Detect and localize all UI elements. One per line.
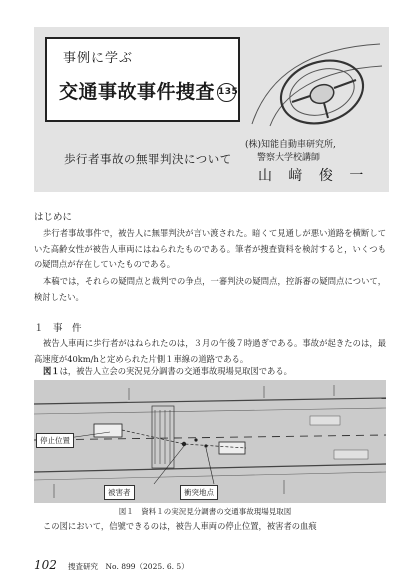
author-affiliation (245, 139, 336, 165)
page-number: 102 (34, 558, 57, 572)
intro-paragraph-2: 本稿では，それらの疑問点と裁判での争点，一審判決の疑問点，控訴審の疑問点について，検討したい。 (34, 276, 386, 302)
figure-caption: 図１ 資料１の実況見分調書の交通事故現場見取図 (118, 507, 292, 516)
label-victim: 被害者 (104, 485, 135, 500)
series-label: 事例に学ぶ (63, 51, 134, 66)
label-stop-position: 停止位置 (36, 433, 74, 448)
paragraph-2-text: は，被告人立会の実況見分調書の交通事故現場見取図である。 (59, 366, 292, 376)
figure-1 (34, 380, 386, 503)
title-box (45, 37, 240, 122)
label-impact-point: 衝突地点 (180, 485, 218, 500)
author-name: 山 﨑 俊 一 (258, 168, 370, 184)
affiliation-line-2: 警察大学校講師 (257, 153, 321, 163)
section-1-heading: １ 事 件 (34, 323, 82, 334)
intro-paragraph-1: 歩行者事故事件で，被告人に無罪判決が言い渡された。暗くて見通しが悪い道路を横断していた高齢女性が被告人車両にはねられたものである。筆者が捜査資料を検討すると，いくつもの疑問点が存在していたものである。 (34, 228, 386, 270)
steering-wheel-icon (248, 36, 388, 131)
journal-info: 捜査研究 No. 899（2025. 6. 5） (68, 562, 189, 571)
figure-ref: 図１ (43, 366, 60, 376)
title-text: 交通事故事件捜査 (59, 81, 216, 103)
section-1-paragraph-2 (34, 364, 386, 380)
intro-heading: はじめに (34, 212, 73, 223)
article-title (59, 77, 239, 104)
article-subtitle: 歩行者事故の無罪判決について (64, 152, 232, 166)
section-1-paragraph-1: 被告人車両に歩行者がはねられたのは，３月の午後７時過ぎである。事故が起きたのは，最高速度が40km/hと定められた片側１車線の道路である。 (34, 338, 386, 364)
affiliation-line-1: (株)知能自動車研究所, (245, 140, 336, 150)
after-figure-paragraph: この図において，信號できるのは，被告人車両の停止位置，被害者の血痕 (43, 521, 317, 531)
issue-number: 135 (217, 83, 236, 102)
